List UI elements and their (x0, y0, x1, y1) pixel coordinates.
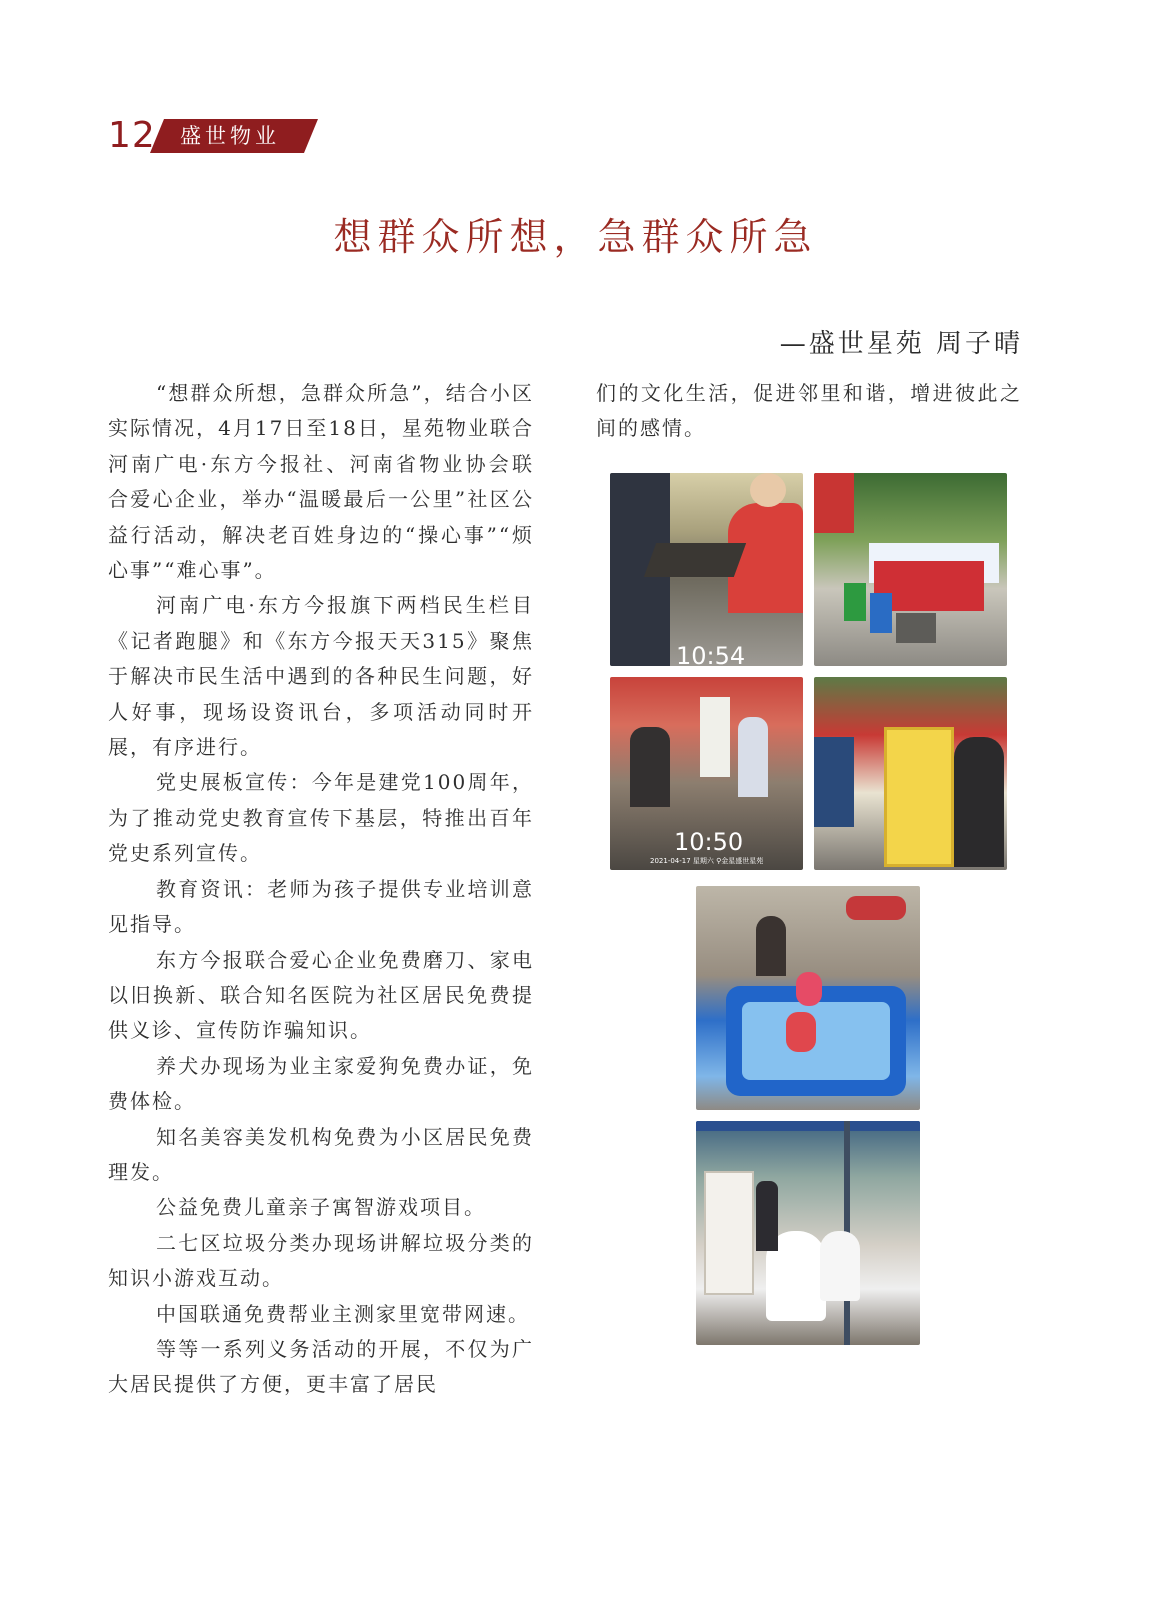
paragraph: 公益免费儿童亲子寓智游戏项目。 (156, 1195, 486, 1220)
paragraph: 党史展板宣传：今年是建党100周年，为了推动党史教育宣传下基层，特推出百年党史系列宣传。 (108, 770, 534, 866)
photo-info-display (610, 677, 803, 870)
paragraph: “想群众所想，急群众所急”，结合小区实际情况，4月17日至18日，星苑物业联合河南广电·东方今报社、河南省物业协会联合爱心企业，举办“温暖最后一公里”社区公益行活动，解决老百姓身边的“操心事”“烦心事”“难心事”。 (108, 381, 534, 583)
photo-children-play-pool (696, 886, 920, 1110)
photo-date-stamp: 2021-04-17 星期六 ⚲金星盛世星苑 (650, 857, 764, 865)
photo-timestamp: 10:50 (674, 828, 744, 856)
paragraph: 养犬办现场为业主家爱狗免费办证，免费体检。 (108, 1053, 534, 1114)
article-title: 想群众所想，急群众所急 (333, 215, 818, 259)
column-right (596, 376, 1022, 447)
photo-timestamp: 10:54 (676, 642, 746, 666)
paragraph-continued: 们的文化生活，促进邻里和谐，增进彼此之间的感情。 (596, 381, 1022, 441)
section-label: 盛世物业 (180, 124, 280, 148)
paragraph: 河南广电·东方今报旗下两档民生栏目《记者跑腿》和《东方今报天天315》聚焦于解决市民生活中遇到的各种民生问题，好人好事，现场设资讯台，多项活动同时开展，有序进行。 (108, 593, 534, 760)
photo-display-boards (814, 677, 1007, 870)
photo-recycling-table (814, 473, 1007, 666)
photo-free-haircut (696, 1121, 920, 1345)
column-left (108, 376, 534, 1403)
paragraph: 二七区垃圾分类办现场讲解垃圾分类的知识小游戏互动。 (108, 1230, 534, 1291)
byline: —盛世星苑 周子晴 (779, 329, 1023, 359)
page-number: 12 (108, 115, 156, 156)
paragraph: 等等一系列义务活动的开展，不仅为广大居民提供了方便，更丰富了居民 (108, 1336, 534, 1397)
paragraph: 教育资讯：老师为孩子提供专业培训意见指导。 (108, 876, 534, 937)
photo-knife-sharpening (610, 473, 803, 666)
paragraph: 知名美容美发机构免费为小区居民免费理发。 (108, 1124, 534, 1184)
paragraph: 中国联通免费帮业主测家里宽带网速。 (156, 1301, 530, 1326)
paragraph: 东方今报联合爱心企业免费磨刀、家电以旧换新、联合知名医院为社区居民免费提供义诊、宣传防诈骗知识。 (108, 947, 534, 1043)
